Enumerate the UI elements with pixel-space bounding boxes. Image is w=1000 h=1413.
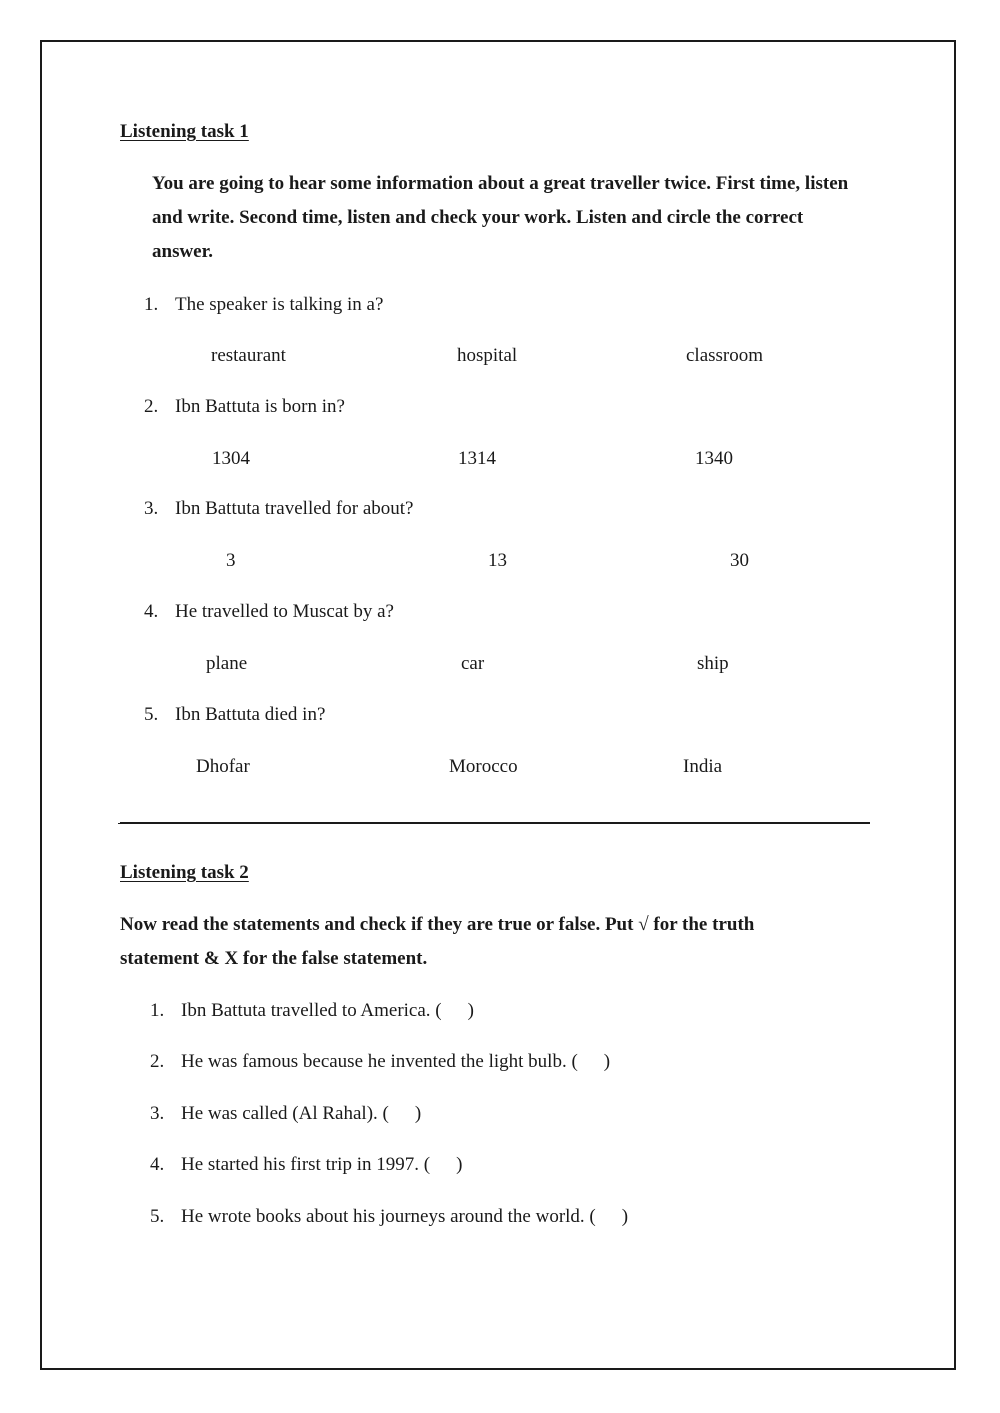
q1-option-a[interactable]: restaurant	[211, 345, 286, 366]
q3-option-a[interactable]: 3	[226, 550, 236, 571]
task1-instructions: You are going to hear some information about a great traveller twice. First time, listen and write. Second time, listen and check your work. Listen and circle the correct answer.	[152, 173, 849, 262]
q2-option-a[interactable]: 1304	[212, 448, 250, 469]
q5-option-c[interactable]: India	[683, 756, 723, 777]
q5-option-b[interactable]: Morocco	[449, 756, 518, 777]
q2-option-c[interactable]: 1340	[695, 448, 733, 469]
q3-option-b[interactable]: 13	[488, 550, 507, 571]
task2-statement-3: 3. He was called (Al Rahal). ( )	[150, 1103, 422, 1124]
section-divider	[120, 822, 870, 824]
q1-option-c[interactable]: classroom	[686, 345, 764, 366]
task1-heading: Listening task 1	[120, 121, 249, 142]
task1-question-4: 4. He travelled to Muscat by a?	[144, 601, 394, 622]
task2-instructions: Now read the statements and check if they are true or false. Put √ for the truth statement & X for the false statement.	[120, 914, 755, 969]
task1-question-2: 2. Ibn Battuta is born in?	[144, 396, 345, 417]
q2-option-b[interactable]: 1314	[458, 448, 496, 469]
q1-option-b[interactable]: hospital	[457, 345, 518, 366]
task1-question-5: 5. Ibn Battuta died in?	[144, 704, 326, 725]
q3-option-c[interactable]: 30	[730, 550, 749, 571]
q4-option-a[interactable]: plane	[206, 653, 248, 674]
task2-statement-5: 5. He wrote books about his journeys around the world. ( )	[150, 1206, 629, 1227]
task1-question-1: 1. The speaker is talking in a?	[144, 294, 384, 315]
task2-statement-1: 1. Ibn Battuta travelled to America. ( )	[150, 1000, 474, 1021]
task2-statement-4: 4. He started his first trip in 1997. ( )	[150, 1154, 463, 1175]
q5-option-a[interactable]: Dhofar	[196, 756, 250, 777]
task2-heading: Listening task 2	[120, 862, 249, 883]
task2-statement-2: 2. He was famous because he invented the light bulb. ( )	[150, 1051, 611, 1072]
q4-option-c[interactable]: ship	[697, 653, 729, 674]
q4-option-b[interactable]: car	[461, 653, 485, 674]
task1-question-3: 3. Ibn Battuta travelled for about?	[144, 498, 414, 519]
